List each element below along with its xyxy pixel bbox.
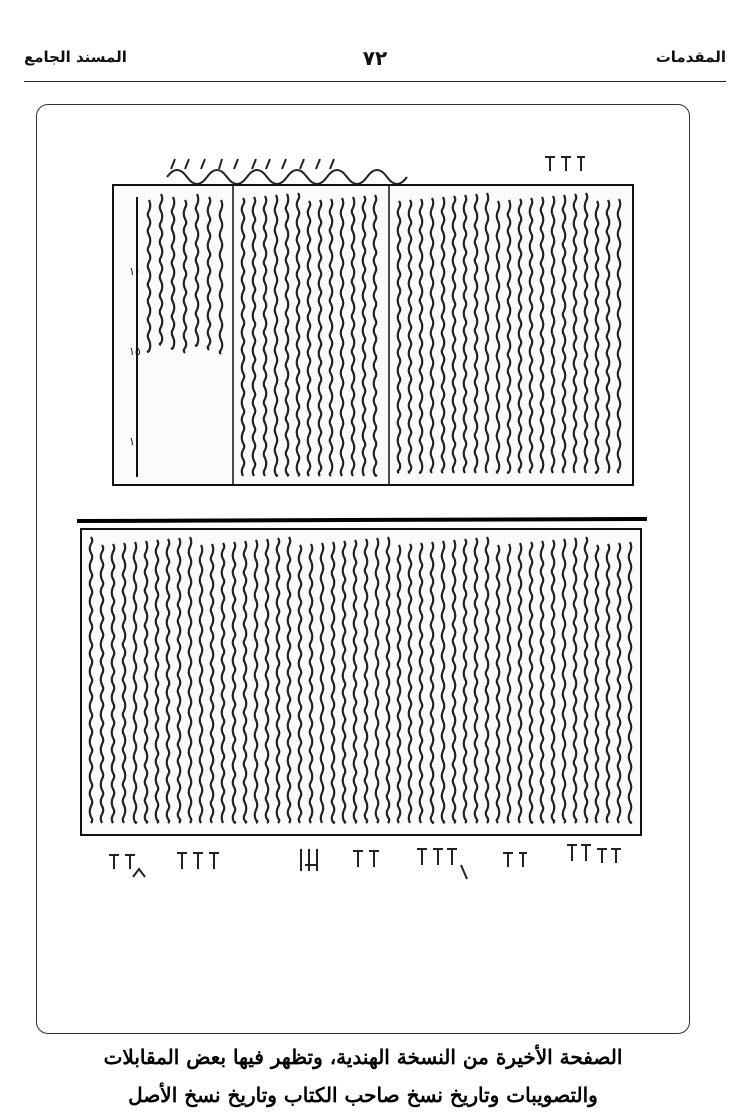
caption-line-1: الصفحة الأخيرة من النسخة الهندية، وتظهر فيها بعض المقابلات xyxy=(103,1045,623,1069)
manuscript-figure-frame xyxy=(36,104,690,1107)
manuscript-image xyxy=(37,105,689,1033)
section-title: المقدمات xyxy=(655,48,726,66)
bottom-marginal-notes xyxy=(109,845,621,879)
leaf-separator xyxy=(77,519,647,521)
caption-line-2: والتصويبات وتاريخ نسخ صاحب الكتاب وتاريخ نسخ الأصل xyxy=(128,1083,598,1107)
page-number: ٧٢ xyxy=(362,46,388,70)
page-header xyxy=(24,46,726,76)
upper-manuscript-leaf xyxy=(113,185,633,485)
top-marginal-notes xyxy=(167,157,585,184)
header-divider xyxy=(24,81,726,82)
margin-number-2: ١٥ xyxy=(129,345,141,358)
lower-manuscript-leaf xyxy=(81,529,641,835)
book-title: المسند الجامع xyxy=(24,48,127,66)
margin-number-1: ١٠ xyxy=(129,265,141,278)
margin-number-3: ١ xyxy=(129,435,135,448)
